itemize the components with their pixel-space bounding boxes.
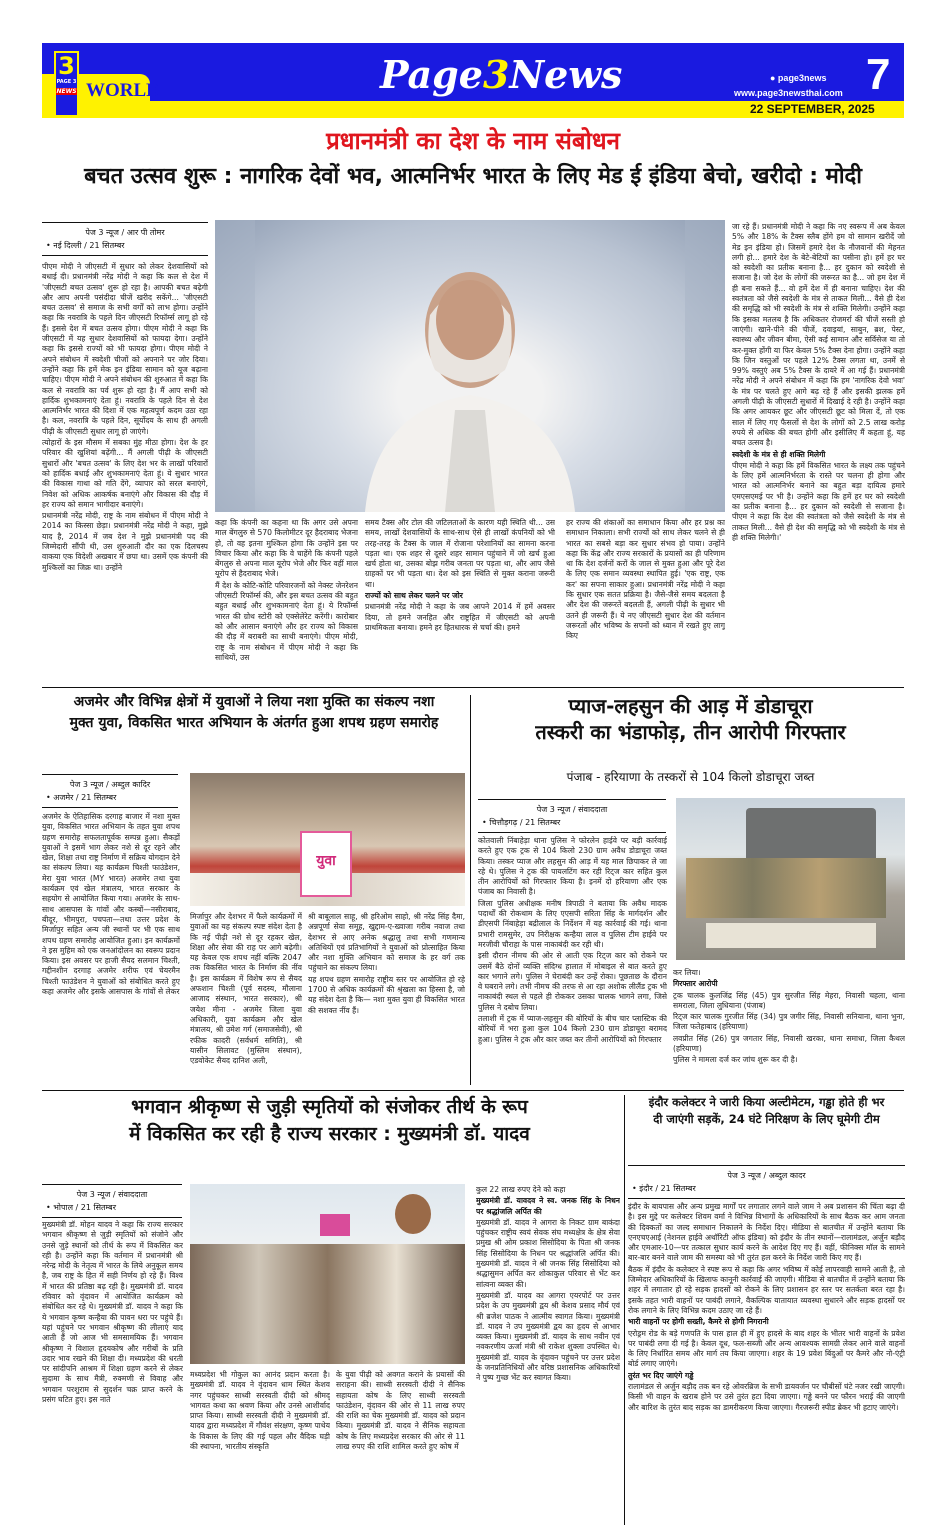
seized-truck-photo	[676, 798, 905, 960]
paragraph: मुख्यमंत्री डॉ. यादव ने आगरा के निकट ग्राम बाकंदा पहुंचकर राष्ट्रीय स्वयं सेवक संघ मध्यक्षेत्र के क्षेत्र सेवा प्रमुख श्री ओम प्रकाश सिसोदिया के पिता श्री जनक सिंह सिसोदिया के निधन पर श्रद्धांजलि अर्पित की। मुख्यमंत्री डॉ. यादव ने श्री जनक सिंह सिसोदिया को श्रद्धासुमन अर्पित कर शोकाकुल परिवार से भेंट कर सांत्वना व्यक्त की।	[476, 1217, 620, 1289]
lead-col-4	[566, 518, 725, 680]
dodachura-headline	[476, 694, 905, 744]
paragraph: जिला पुलिस अधीक्षक मनीष त्रिपाठी ने बताया कि अवैध मादक पदार्थों की रोकथाम के लिए एएसपी सरिता सिंह के मार्गदर्शन और डीएसपी निंबाहेड़ा बद्रीलाल के निर्देशन में यह कार्रवाई की गई। थाना प्रभारी रामसुमेर, उप निरीक्षक कन्हैया लाल व पुलिस टीम हाईवे पर मरजीवी चौराहा के पास नाकाबंदी कर रही थी।	[478, 898, 667, 949]
paragraph: पीएम मोदी ने कहा कि हमें विकसित भारत के लक्ष्य तक पहुंचने के लिए हमें आत्मनिर्भरता के रास्ते पर चलना ही होगा और भारत को आत्मनिर्भर बनाने का बहुत बड़ा दायित्व हमारे एमएसएमई पर भी है। उन्होंने कहा कि हमें हर घर को स्वदेशी का प्रतीक बनाना है... हर दुकान को स्वदेशी से सजाना है। पीएम ने कहा कि देश की स्वतंत्रता को जैसे स्वदेशी के मंत्र से ताकत मिली... वैसे ही देश की समृद्धि को भी स्वदेशी के मंत्र से ही शक्ति मिलेगी।'	[732, 460, 905, 542]
subheading: राज्यों को साथ लेकर चलने पर जोर	[365, 591, 463, 601]
paragraph: पीएम मोदी ने जीएसटी में सुधार को लेकर देशवासियों को बधाई दी। प्रधानमंत्री नरेंद्र मोदी ने कहा कि कल से देश में 'जीएसटी बचत उत्सव' शुरू हो रहा है। आपकी बचत बढ़ेगी और आप अपनी पसंदीदा चीजें खरीद सकेंगे... 'जीएसटी बचत उत्सव' से समाज के सभी वर्गों को लाभ होगा। उन्होंने कहा कि नवरात्रि के पहले दिन जीएसटी रिफॉर्म्स लागू हो रहे हैं। इससे देश में बचत उत्सव होगा। पीएम मोदी ने कहा कि जीएसटी में यह सुधार देशवासियों को फायदा देगा। उन्होंने कहा कि इससे राज्यों को भी फायदा होगा। पीएम मोदी ने अपने संबोधन में स्वदेशी चीजों को अपनाने पर जोर दिया। उन्होंने कहा कि हमें मेक इन इंडिया सामान को यूज बढ़ाना चाहिए। पीएम मोदी ने अपने संबोधन की शुरुआत में कहा कि कल से नवरात्रि का पर्व शुरू हो रहा है। मैं आप सभी को हार्दिक शुभकामनाएं देता हूं। नवरात्रि के पहले दिन से देश आत्मनिर्भर भारत की दिशा में एक महत्वपूर्ण कदम उठा रहा है। कल, नवरात्रि के पहले दिन, सूर्योदय के साथ ही अगली पीढ़ी के जीएसटी सुधार लागू हो जाएंगे।	[42, 262, 208, 436]
krishna-byline-box	[42, 1184, 182, 1218]
dateline-text: इंदौर / 21 सितम्बर	[639, 1184, 696, 1193]
paragraph: कहा कि कंपनी का कहना था कि अगर उसे अपना माल बेंगलुरु से 570 किलोमीटर दूर हैदराबाद भेजना हो, तो वह इतना मुश्किल होगा कि उन्होंने इस पर विचार किया और कहा कि वे चाहेंगे कि कंपनी पहले बेंगलुरु से अपना माल यूरोप भेजे और फिर वहीं माल यूरोप से हैदराबाद भेजे।	[215, 518, 358, 579]
accused-item: लवप्रीत सिंह (26) पुत्र जगतार सिंह, निवासी खरका, थाना समाधा, जिला कैथल (हरियाणा)	[673, 1033, 905, 1054]
headline-line: प्याज-लहसुन की आड़ में डोडाचूरा	[568, 694, 813, 718]
paragraph: हर राज्य की शंकाओं का समाधान किया और हर प्रश्न का समाधान निकाला। सभी राज्यों को साथ लेकर चलने से ही भारत का सबसे बड़ा कर सुधार संभव हो पाया। उन्होंने कहा कि केंद्र और राज्य सरकारों के प्रयासों का ही परिणाम था कि देश दर्जनों करों के जाल से मुक्त हुआ और पूरे देश के लिए एक समान व्यवस्था स्थापित हुई। 'एक राष्ट्र, एक कर' का सपना साकार हुआ। प्रधानमंत्री नरेंद्र मोदी ने कहा कि सुधार एक सतत प्रक्रिया है। जैसे-जैसे समय बदलता है और देश की जरूरतें बदलती हैं, अगली पीढ़ी के सुधार भी उतने ही जरूरी हैं। ये नए जीएसटी सुधार देश की वर्तमान जरूरतों और भविष्य के सपनों को ध्यान में रखते हुए लागू किए	[566, 518, 725, 641]
clay-pot	[395, 1194, 431, 1234]
logo-ribbon: NEWS	[56, 88, 77, 95]
paragraph: कोतवाली निंबाहेड़ा थाना पुलिस ने फोरलेन हाईवे पर बड़ी कार्रवाई करते हुए एक ट्रक से 104 किलो 230 ग्राम अवैध डोडाचूरा जब्त किया। तस्कर प्याज और लहसुन की आड़ में यह माल छिपाकर ले जा रहे थे। पुलिस ने ट्रक की पायलटिंग कर रही रिट्ज कार सहित कुल तीन आरोपियों को गिरफ्तार किया है। इनमें दो हरियाणा और एक पंजाब का निवासी है।	[478, 836, 667, 897]
paragraph: बैठक में इंदौर के कलेक्टर ने स्पष्ट रूप से कहा कि अगर भविष्य में कोई लापरवाही सामने आती है, तो जिम्मेदार अधिकारियों के खिलाफ कानूनी कार्रवाई की जाएगी। मीडिया से बातचीत में उन्होंने बताया कि शहर में लगातार हो रहे सड़क हादसों को रोकने के लिए प्रशासन हर स्तर पर सतर्कता बरत रहा है। इसके तहत भारी वाहनों पर पाबंदी लगाने, वैकल्पिक यातायात व्यवस्था सुधारने और सड़क हादसों पर रोक लगाने के लिए विभिन्न कदम उठाए जा रहे हैं।	[628, 1264, 905, 1315]
paragraph: रालामंडल से अर्जुन बड़ौद तक बन रहे ओवरब्रिज के सभी डायवर्जन पर चौबीसों घंटे नजर रखी जाएगी। किसी भी वाहन के खराब होने पर उसे तुरंत हटा दिया जाएगा। गड्ढे बनने पर फौरन भराई की जाएगी और बारिश के तुरंत बाद सड़क का डामरीकरण किया जाएगा। गैरजरूरी स्पीड ब्रेकर भी हटाए जाएंगे।	[628, 1382, 905, 1412]
paragraph: प्रधानमंत्री नरेंद्र मोदी ने कहा के जब आपने 2014 में हमें अवसर दिया, तो हमने जनहित और राष्ट्रहित में जीएसटी को अपनी प्राथमिकता बनाया। हमने हर हितधारक से चर्चा की। हमने	[365, 602, 555, 632]
lead-byline-box	[42, 222, 208, 256]
police-officers	[686, 858, 886, 918]
yuva-banner: युवा	[300, 831, 352, 897]
lead-col-5	[732, 222, 905, 680]
vehicle	[320, 1214, 350, 1236]
paragraph: यह शपथ ग्रहण समारोह राष्ट्रीय स्तर पर आयोजित हो रहे 1700 से अधिक कार्यक्रमों की श्रृंखला का हिस्सा है, जो यह संदेश देता है कि— नशा मुक्त युवा ही विकसित भारत की सशक्त नींव हैं।	[308, 974, 465, 1015]
subheading: स्वदेशी के मंत्र से ही शक्ति मिलेगी	[732, 449, 826, 459]
ajmer-col-2	[190, 912, 302, 1086]
pm-figure-illustration	[215, 220, 725, 512]
masthead-number: 3	[482, 52, 510, 97]
paragraph: पुलिस ने मामला दर्ज कर जांच शुरू कर दी है।	[673, 1055, 798, 1065]
dodachura-col-1	[478, 836, 667, 1086]
dodachura-subhead: पंजाब - हरियाणा के तस्करों से 104 किलो डोडाचूरा जब्त	[566, 770, 815, 784]
dateline-text: अजमेर / 21 सितम्बर	[53, 793, 117, 802]
krishna-col-4	[476, 1185, 620, 1525]
website-url: www.page3newsthai.com	[734, 88, 843, 98]
dateline-text: भोपाल / 21 सितम्बर	[53, 1203, 116, 1212]
dateline: • अजमेर / 21 सितम्बर	[46, 793, 117, 802]
paragraph: अजमेर के ऐतिहासिक दरगाह बाजार में नशा मुक्त युवा, विकसित भारत अभियान के तहत युवा शपथ ग्रहण समारोह सफलतापूर्वक सम्पन्न हुआ। सैकड़ों युवाओं ने इसमें भाग लेकर नशे से दूर रहने और खेल, शिक्षा तथा राष्ट्र निर्माण में सक्रिय योगदान देने का संकल्प लिया। यह कार्यक्रम चिश्ती फाउंडेशन, मेरा युवा भारत (MY भारत) अजमेर तथा युवा कार्यक्रम एवं खेल मंत्रालय, भारत सरकार के सहयोग से आयोजित किया गया। अजमेर के साथ-साथ आसपास के गांवों और कस्बों—नसीराबाद, बीदूर, भीमपुरा, पचपता—तथा उत्तर प्रदेश के मिर्जापुर सहित अन्य जी स्थानों पर भी एक साथ शपथ ग्रहण समारोह आयोजित हुआ। इन कार्यक्रमों ने इस मुहिम को एक जनआंदोलन का स्वरूप प्रदान किया। इस अवसर पर हाजी सैयद सलमान चिश्ती, गद्दीनशीन दरगाह अजमेर शरीफ एवं चेयरमैन चिश्ती फाउंडेशन ने युवाओं को संबोधित करते हुए कहा अजमेर और इसके आसपास के गांवों से लेकर	[42, 812, 180, 997]
dateline-text: नई दिल्ली / 21 सितम्बर	[53, 241, 125, 250]
paragraph: प्रधानमंत्री नरेंद्र मोदी, राष्ट्र के नाम संबोधन में पीएम मोदी ने 2014 का किस्सा छेड़ा। प्रधानमंत्री नरेंद्र मोदी ने कहा, मुझे याद है, 2014 में जब देश ने मुझे प्रधानमंत्री पद की जिम्मेदारी सौंपी थी, उस शुरुआती दौर का एक दिलचस्प वाकया एक विदेशी अखबार में छपा था। उसमें एक कंपनी की मुश्किलों का जिक्र था। उन्होंने	[42, 511, 208, 572]
dateline-text: चित्तौड़गढ़ / 21 सितम्बर	[489, 818, 561, 827]
headline-line: में विकसित कर रही है राज्य सरकार : मुख्यमंत्री डॉ. यादव	[129, 1122, 530, 1145]
logo-number: 3	[58, 52, 75, 80]
indore-headline	[628, 1096, 905, 1127]
social-handle: ● page3news	[770, 73, 827, 83]
ajmer-col-1	[42, 812, 180, 1086]
paragraph: तलाशी में ट्रक में प्याज-लहसुन की बोरियों के बीच चार प्लास्टिक की बोरियों में भरा हुआ कुल 104 किलो 230 ग्राम डोडाचूरा बरामद हुआ। पुलिस ने ट्रक और कार जब्त कर तीनों आरोपियों को गिरफ्तार	[478, 1014, 667, 1044]
accused-item: रिट्ज कार चालक गुरजीत सिंह (34) पुत्र जगीर सिंह, निवासी सनियाना, थाना भुना, जिला फतेहाबाद (हरियाणा)	[673, 1012, 905, 1032]
dateline: • इंदौर / 21 सितम्बर	[632, 1184, 696, 1193]
ajmer-col-3	[308, 912, 465, 1086]
headline-line: अजमेर और विभिन्न क्षेत्रों में युवाओं ने लिया नशा मुक्ति का संकल्प नशा	[73, 694, 435, 710]
section-divider	[42, 687, 904, 688]
ajmer-headline	[42, 694, 466, 732]
page-number: 7	[866, 50, 891, 99]
column-divider	[624, 1095, 625, 1525]
paragraph: जा रहे हैं। प्रधानमंत्री मोदी ने कहा कि नए स्वरूप में अब केवल 5% और 18% के टैक्स स्लैब होंगे हम वो सामान खरीदें जो मेड इन इंडिया हो। जिसमें हमारे देश के नौजवानों की मेहनत लगी हो... हमारे देश के बेटे-बेटियों का पसीना हो। हमें हर घर को स्वदेशी का प्रतीक बनाना है... हर दुकान को स्वदेशी से सजाना है। जो देश के लोगों की जरूरत का है... जो हम देश में ही बना सकते हैं... वो हमें देश में ही बनाना चाहिए। देश की स्वतंत्रता को जैसे स्वदेशी के मंत्र से ताकत मिली... वैसे ही देश की समृद्धि को भी स्वदेशी के मंत्र से शक्ति मिलेगी। उन्होंने कहा कि इसका मतलब है कि अधिकतर रोजमर्रा की चीजें सस्ती हो जाएंगी। खाने-पीने की चीजें, दवाइयां, साबुन, ब्रश, पेस्ट, स्वास्थ्य और जीवन बीमा, ऐसी कई सामान और सर्विसेज या तो कर-मुक्त होंगी या फिर केवल 5% टैक्स देना होगा। उन्होंने कहा कि जिन वस्तुओं पर पहले 12% टैक्स लगता था, उनमें से 99% वस्तुएं अब 5% टैक्स के दायरे में आ गई हैं। प्रधानमंत्री नरेंद्र मोदी ने अपने संबोधन में कहा कि हम 'नागरिक देवो भवः' के मंत्र पर चलते हुए आगे बढ़ रहे हैं और इसकी झलक हमें अगली पीढ़ी के जीएसटी सुधारों में दिखाई दे रही है। उन्होंने कहा कि अगर आयकर छूट और जीएसटी छूट को मिला दें, तो एक साल में लिए गए फैसलों से देश के लोगों को 2.5 लाख करोड़ रुपये से अधिक की बचत होगी और इसीलिए मैं कहता हूं, यह बचत उत्सव है।	[732, 222, 905, 448]
paragraph: के युवा पीढ़ी को अवगत कराने के प्रयासों की सराहना की। साध्वी सरस्वती दीदी ने सैनिक सहायता कोष के लिए साध्वी सरस्वती फाउंडेशन, वृंदावन की ओर से 11 लाख रुपए की राशि का चेक मुख्यमंत्री डॉ. यादव को प्रदान किया। मुख्यमंत्री डॉ. यादव ने सैनिक सहायता कोष के लिए मध्यप्रदेश सरकार की ओर से 11 लाख रुपए की राशि शामिल करते हुए कोष में	[336, 1370, 465, 1452]
paragraph: इंदौर के बायपास और अन्य प्रमुख मार्गों पर लगातार लगने वाले जाम ने अब प्रशासन की चिंता बढ़ा दी है। इस मुद्दे पर कलेक्टर शिवम वर्मा ने विभिन्न विभागों के अधिकारियों के साथ बैठक कर आम जनता की दिक्कतों का जल्द समाधान निकालने के निर्देश दिए। मीडिया से बातचीत में उन्होंने बताया कि एनएचएआई (नेशनल हाईवे अथॉरिटी ऑफ इंडिया) को इंदौर के तीन स्थानों—रालामंडल, अर्जुन बड़ौद और एमआर-10—पर तत्काल सुधार कार्य करने के आदेश दिए गए हैं। वहीं, फीनिक्स मॉल के सामने बार-बार बनने वाले जाम की समस्या को भी तुरंत हल करने के निर्देश जारी किए गए हैं।	[628, 1202, 905, 1263]
masthead-post: News	[509, 52, 623, 97]
lead-col-1	[42, 262, 208, 680]
seized-sacks	[706, 923, 876, 948]
byline: पेज 3 न्यूज / आर पी तोमर	[85, 228, 165, 237]
headline-line: भगवान श्रीकृष्ण से जुड़ी स्मृतियों को संजोकर तीर्थ के रूप	[131, 1096, 528, 1118]
krishna-col-1	[42, 1220, 183, 1525]
dateline: • चित्तौड़गढ़ / 21 सितम्बर	[482, 818, 561, 827]
page3-logo	[54, 51, 79, 117]
paragraph: एरोड्रम रोड के बड़े गणपति के पास हाल ही में हुए हादसे के बाद शहर के भीतर भारी वाहनों के प्रवेश पर पाबंदी लगा दी गई है। केवल दूध, फल-सब्जी और अन्य आवश्यक सामग्री लेकर आने वाले वाहनों के लिए निर्धारित समय और मार्ग तय किया जाएगा। शहर के 19 प्रवेश बिंदुओं पर कैमरे और नो-एंट्री बोर्ड लगाए जाएंगे।	[628, 1328, 905, 1369]
pm-modi-photo	[215, 220, 725, 512]
subheading: कुल 22 लाख रुपए देने को कहा	[476, 1185, 566, 1194]
crowd	[190, 1244, 465, 1364]
cm-yadav-event-photo	[190, 1184, 465, 1364]
lead-col-3	[365, 518, 555, 680]
ajmer-byline-box	[42, 774, 178, 808]
headline-line: दी जाएंगी सड़कें, 24 घंटे निरिक्षण के लिए घूमेगी टीम	[653, 1111, 880, 1126]
dodachura-col-2	[673, 968, 905, 1086]
krishna-col-3	[336, 1370, 465, 1525]
subheading: मुख्यमंत्री डॉ. यावदव ने स्व. जनक सिंह के निधन पर श्रद्धांजलि अर्पित की	[476, 1196, 620, 1216]
krishna-headline	[42, 1096, 617, 1146]
paragraph: त्योहारों के इस मौसम में सबका मुंह मीठा होगा। देश के हर परिवार की खुशियां बढ़ेंगी... मैं अगली पीढ़ी के जीएसटी सुधारों और 'बचत उत्सव' के लिए देश भर के लाखों परिवारों को हार्दिक बधाई और शुभकामनाएं देता हूं। ये सुधार भारत की विकास गाथा को गति देंगे, व्यापार को सरल बनाएंगे, निवेश को अधिक आकर्षक बनाएंगे और विकास की दौड़ में हर राज्य को समान भागीदार बनाएंगे।	[42, 438, 208, 509]
subheading: भारी वाहनों पर होगी सख्ती, कैमरे से होगी निगरानी	[628, 1317, 769, 1327]
byline: पेज 3 न्यूज / अब्दुल कादर	[727, 1171, 806, 1180]
krishna-col-2	[190, 1370, 330, 1525]
ajmer-rally-photo	[190, 773, 465, 906]
byline: पेज 3 न्यूज / संवाददाता	[76, 1190, 148, 1199]
headline-line: इंदौर कलेक्टर ने जारी किया अल्टीमेटम, गड्ढा होते ही भर	[648, 1095, 885, 1109]
paragraph: मिर्जापुर और देशभर में फैले कार्यक्रमों में युवाओं का यह संकल्प स्पष्ट संदेश देता है कि नई पीढ़ी नशे से दूर रहकर खेल, शिक्षा और सेवा की राह पर आगे बढ़ेगी। यह केवल एक शपथ नहीं बल्कि 2047 तक विकसित भारत के निर्माण की नींव है। इस कार्यक्रम में विशेष रूप से सैयद अफशान चिश्ती (पूर्व सदस्य, मौलाना आजाद संस्थान, भारत सरकार), श्री जयेश मीना - अजमेर जिला युवा अधिकारी, युवा कार्यक्रम और खेल मंत्रालय, श्री उमेश गर्ग (समाजसेवी), श्री रफीक कादरी (सर्वधर्म समिति), श्री यासीन सिलावट (मुस्लिम संस्थान), एडवोकेट सैयद दानिश अली,	[190, 912, 302, 1066]
lead-col-2	[215, 518, 358, 680]
subheading: गिरफ्तार आरोपी	[673, 979, 718, 989]
section-label: WORLD	[86, 80, 160, 101]
section-divider	[42, 1090, 904, 1091]
indore-byline-box	[628, 1165, 905, 1199]
dodachura-byline-box	[478, 799, 666, 833]
paragraph: मध्यप्रदेश भी गोकुल का आनंद प्रदान करता है। मुख्यमंत्री डॉ. यादव ने वृंदावन धाम स्थित केशव नगर पहुंचकर साध्वी सरस्वती दीदी को श्रीमद् भागवत कथा का श्रवण किया और उनसे आशीर्वाद प्राप्त किया। साध्वी सरस्वती दीदी ने मुख्यमंत्री डॉ. यादव द्वारा मध्यप्रदेश में गौवंश संरक्षण, कृष्ण पाथेय के विकास के लिए की गई पहल और वैदिक घड़ी की स्थापना, भारतीय संस्कृति	[190, 1370, 330, 1452]
issue-date: 22 SEPTEMBER, 2025	[750, 102, 875, 116]
byline: पेज 3 न्यूज / संवाददाता	[536, 805, 608, 814]
subheading: तुरंत भर दिए जाएंगे गड्ढे	[628, 1370, 694, 1380]
dateline: • भोपाल / 21 सितम्बर	[46, 1203, 116, 1212]
paragraph: समय टैक्स और टोल की जटिलताओं के कारण यही स्थिति थी... उस समय, लाखों देशवासियों के साथ-साथ ऐसे ही लाखों कंपनियों को भी तरह-तरह के टैक्स के जाल में रोजाना परेशानियों का सामना करना पड़ता था। एक शहर से दूसरे शहर सामान पहुंचाने में जो खर्च हुआ खर्च होता था, उसका बोझ गरीब जनता पर पड़ता था, और आप जैसे ग्राहकों पर भी पड़ता था। देश को इस स्थिति से मुक्त कराना जरूरी था।	[365, 518, 555, 589]
paragraph: श्री बाबूलाल साहू, श्री हरिओम साहो, श्री नरेंद्र सिंह दैमा, अन्नपूर्णा सेवा समूह, खुद्दाम-ए-ख्वाजा गरीब नवाज तथा देशभर से आए अनेक श्रद्धालु तथा सभी गणमान्य अतिथियों एवं प्रतिभागियों ने युवाओं को प्रोत्साहित किया और नशा मुक्ति अभियान को समाज के हर वर्ग तक पहुंचाने का संकल्प लिया।	[308, 912, 465, 973]
paragraph: मैं देश के कोटि-कोटि परिवारजनों को नेक्स्ट जेनरेशन जीएसटी रिफॉर्म्स की, और इस बचत उत्सव की बहुत बहुत बधाई और शुभकामनाएं देता हूं। ये रिफॉर्म्स भारत की ग्रोथ स्टोरी को एक्सेलेरेट करेंगी। कारोबार को और आसान बनाएंगे और हर राज्य को विकास की दौड़ में बराबरी का साथी बनाएंगे। पीएम मोदी, राष्ट्र के नाम संबोधन में पीएम मोदी ने कहा कि साथियों, उस	[215, 580, 358, 662]
logo-sub: PAGE 3	[56, 79, 77, 85]
masthead-pre: Page	[380, 52, 483, 97]
lead-headline: बचत उत्सव शुरू : नागरिक देवों भव, आत्मनिर्भर भारत के लिए मेड ई इंडिया बेचो, खरीदो : मोदी	[84, 164, 862, 189]
masthead-title	[380, 52, 622, 97]
headline-line: तस्करी का भंडाफोड़, तीन आरोपी गिरफ्तार	[535, 720, 846, 744]
paragraph: कर लिया।	[673, 968, 701, 977]
headline-line: मुक्त युवा, विकसित भारत अभियान के अंतर्गत हुआ शपथ ग्रहण समारोह	[69, 714, 439, 731]
lead-kicker: प्रधानमंत्री का देश के नाम संबोधन	[326, 127, 620, 155]
accused-item: ट्रक चालक कुलजिंद्र सिंह (45) पुत्र सुरजीत सिंह मेहरा, निवासी चहला, थाना समराला, जिला लुधियाना (पंजाब)	[673, 990, 905, 1010]
byline: पेज 3 न्यूज / अब्दुल कादिर	[69, 780, 151, 789]
paragraph: मुख्यमंत्री डॉ. यादव का आगरा एयरपोर्ट पर उत्तर प्रदेश के उप मुख्यमंत्री द्वय श्री केशव प्रसाद मौर्य एवं श्री ब्रजेश पाठक ने आत्मीय स्वागत किया। मुख्यमंत्री डॉ. यादव ने उप मुख्यमंत्री द्वय का हृदय से आभार व्यक्त किया। मुख्यमंत्री डॉ. यादव के साथ नवीन एवं नवकरणीय ऊर्जा मंत्री श्री राकेश शुक्ला उपस्थित थे। मुख्यमंत्री डॉ. यादव के वृंदावन पहुंचने पर उत्तर प्रदेश के जनप्रतिनिधियों और वरिष्ठ प्रशासनिक अधिकारियों ने पुष्प गुच्छ भेंट कर स्वागत किया।	[476, 1290, 620, 1383]
indore-body	[628, 1202, 905, 1492]
dateline: • नई दिल्ली / 21 सितम्बर	[46, 241, 125, 250]
paragraph: मुख्यमंत्री डॉ. मोहन यादव ने कहा कि राज्य सरकार भगवान श्रीकृष्ण से जुड़ी स्मृतियों को संजोने और उनसे जुड़े स्थानों को तीर्थ के रूप में विकसित कर रही है। उन्होंने कहा कि वर्तमान में प्रधानमंत्री श्री नरेन्द्र मोदी के नेतृत्व में भारत के लिये अनुकूल समय है, जब राष्ट्र के हित में सही निर्णय हो रहे हैं। विश्व में भारत की प्रतिष्ठा बढ़ रही है। मुख्यमंत्री डॉ. यादव रविवार को वृंदावन में आयोजित कार्यक्रम को संबोधित कर रहे थे। मुख्यमंत्री डॉ. यादव ने कहा कि ये भगवान कृष्ण कन्हैया की पावन धरा पर पहुंचे हैं। यहां पहुंचने पर भगवान श्रीकृष्ण की लीलाएं याद आती हैं जो आज भी समसामयिक हैं। भगवान श्रीकृष्ण ने विशाल हृदयकोष और गरीबों के प्रति उदार भाव रखने की शिक्षा दी। मध्यप्रदेश की धरती पर सांदीपनि आश्रम में शिक्षा ग्रहण करने से लेकर सुदामा के साथ मैत्री, रुक्मणी से विवाह और भगवान परशुराम से सुदर्शन चक्र प्राप्त करने के प्रसंग घटित हुए। इस नाते	[42, 1220, 183, 1405]
column-divider	[470, 695, 471, 1085]
paragraph: इसी दौरान नीमच की ओर से आती एक रिट्ज कार को रोकने पर उसमें बैठे दोनों व्यक्ति संदिग्ध हालात में मोबाइल से बात करते हुए कार भगाने लगे। पुलिस ने घेराबंदी कर उन्हें रोका। पूछताछ के दौरान वे घबराने लगे। तभी नीमच की तरफ से आ रहा अशोक लीलैंड ट्रक भी नाकाबंदी स्थल से पहले ही रोककर उसका चालक भागने लगा, जिसे पुलिस ने दबोच लिया।	[478, 951, 667, 1012]
